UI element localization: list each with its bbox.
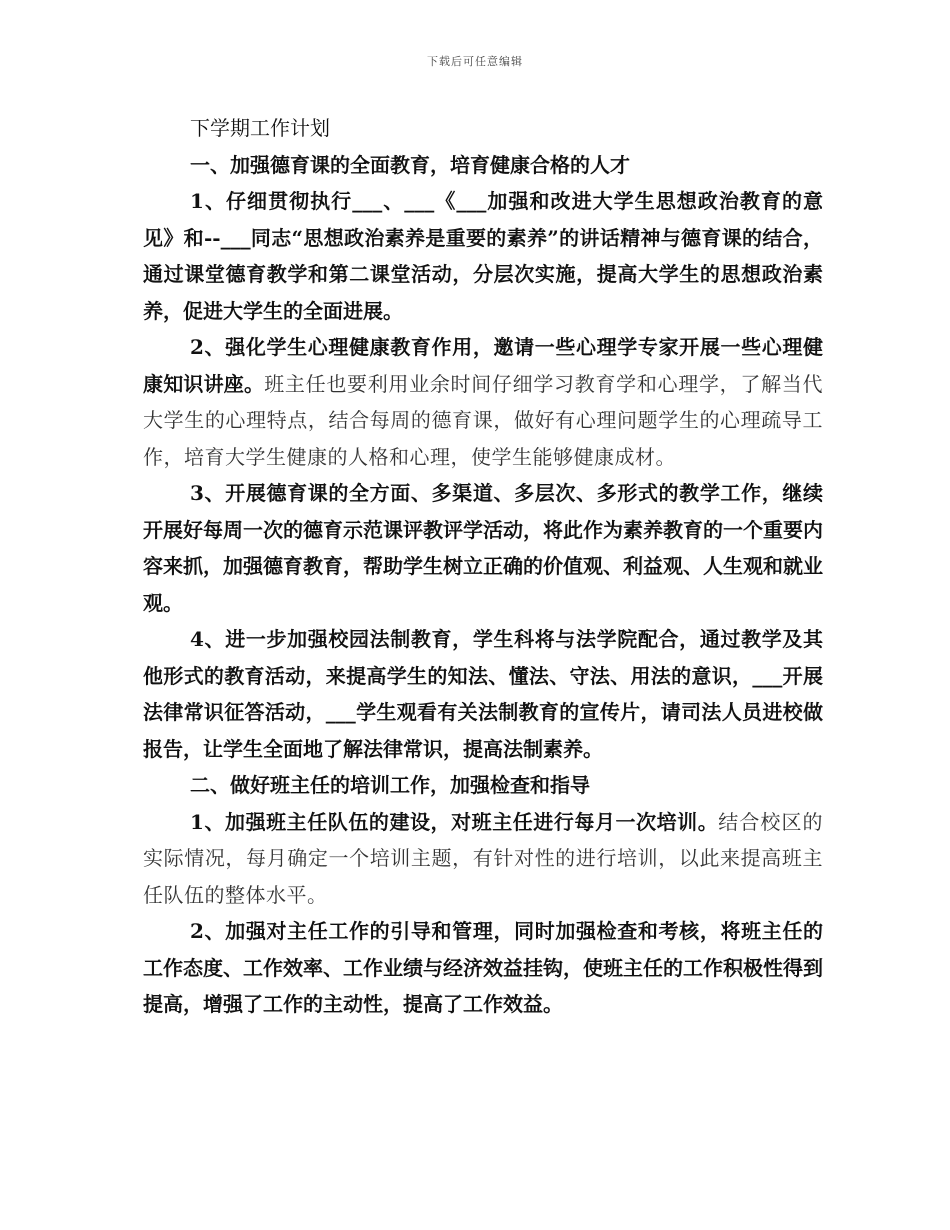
paragraph-1: 1、仔细贯彻执行___、___《___加强和改进大学生思想政治教育的意见》和--___同志“思想政治素养是重要的素养”的讲话精神与德育课的结合，通过课堂德育教学和第二课堂活动，分层次实施，提高大学生的思想政治素养，促进大学生的全面进展。 xyxy=(143,189,823,323)
paragraph-6: 2、加强对主任工作的引导和管理，同时加强检查和考核，将班主任的工作态度、工作效率、工作业绩与经济效益挂钩，使班主任的工作积极性得到提高，增强了工作的主动性，提高了工作效益。 xyxy=(143,919,823,1016)
paragraph-5-normal: 结合校区的实际情况，每月确定一个培训主题，有针对性的进行培训，以此来提高班主任队伍的整体水平。 xyxy=(143,809,824,907)
paragraph-5 xyxy=(143,804,823,914)
paragraph-3: 3、开展德育课的全方面、多渠道、多层次、多形式的教学工作，继续开展好每周一次的德育示范课评教评学活动，将此作为素养教育的一个重要内容来抓，加强德育教育，帮助学生树立正确的价值观、利益观、人生观和就业观。 xyxy=(143,481,823,615)
document-title: 下学期工作计划 xyxy=(190,116,330,140)
paragraph-5-bold: 1、加强班主任队伍的建设，对班主任进行每月一次培训。 xyxy=(190,809,719,834)
section-heading-2: 二、做好班主任的培训工作，加强检查和指导 xyxy=(190,773,590,797)
document-body xyxy=(143,110,823,1023)
page-header-caption: 下载后可任意编辑 xyxy=(427,55,523,68)
paragraph-2 xyxy=(143,329,823,475)
paragraph-2-bold: 2、强化学生心理健康教育作用，邀请一些心理学专家开展一些心理健康知识讲座。 xyxy=(143,335,823,396)
paragraph-2-normal: 班主任也要利用业余时间仔细学习教育学和心理学，了解当代大学生的心理特点，结合每周的德育课，做好有心理问题学生的心理疏导工作，培育大学生健康的人格和心理，使学生能够健康成材。 xyxy=(143,371,823,469)
paragraph-4: 4、进一步加强校园法制教育，学生科将与法学院配合，通过教学及其他形式的教育活动，来提高学生的知法、懂法、守法、用法的意识，___开展法律常识征答活动，___学生观看有关法制教育的宣传片，请司法人员进校做报告，让学生全面地了解法律常识，提高法制素养。 xyxy=(143,627,823,761)
section-heading-1: 一、加强德育课的全面教育，培育健康合格的人才 xyxy=(190,152,630,177)
